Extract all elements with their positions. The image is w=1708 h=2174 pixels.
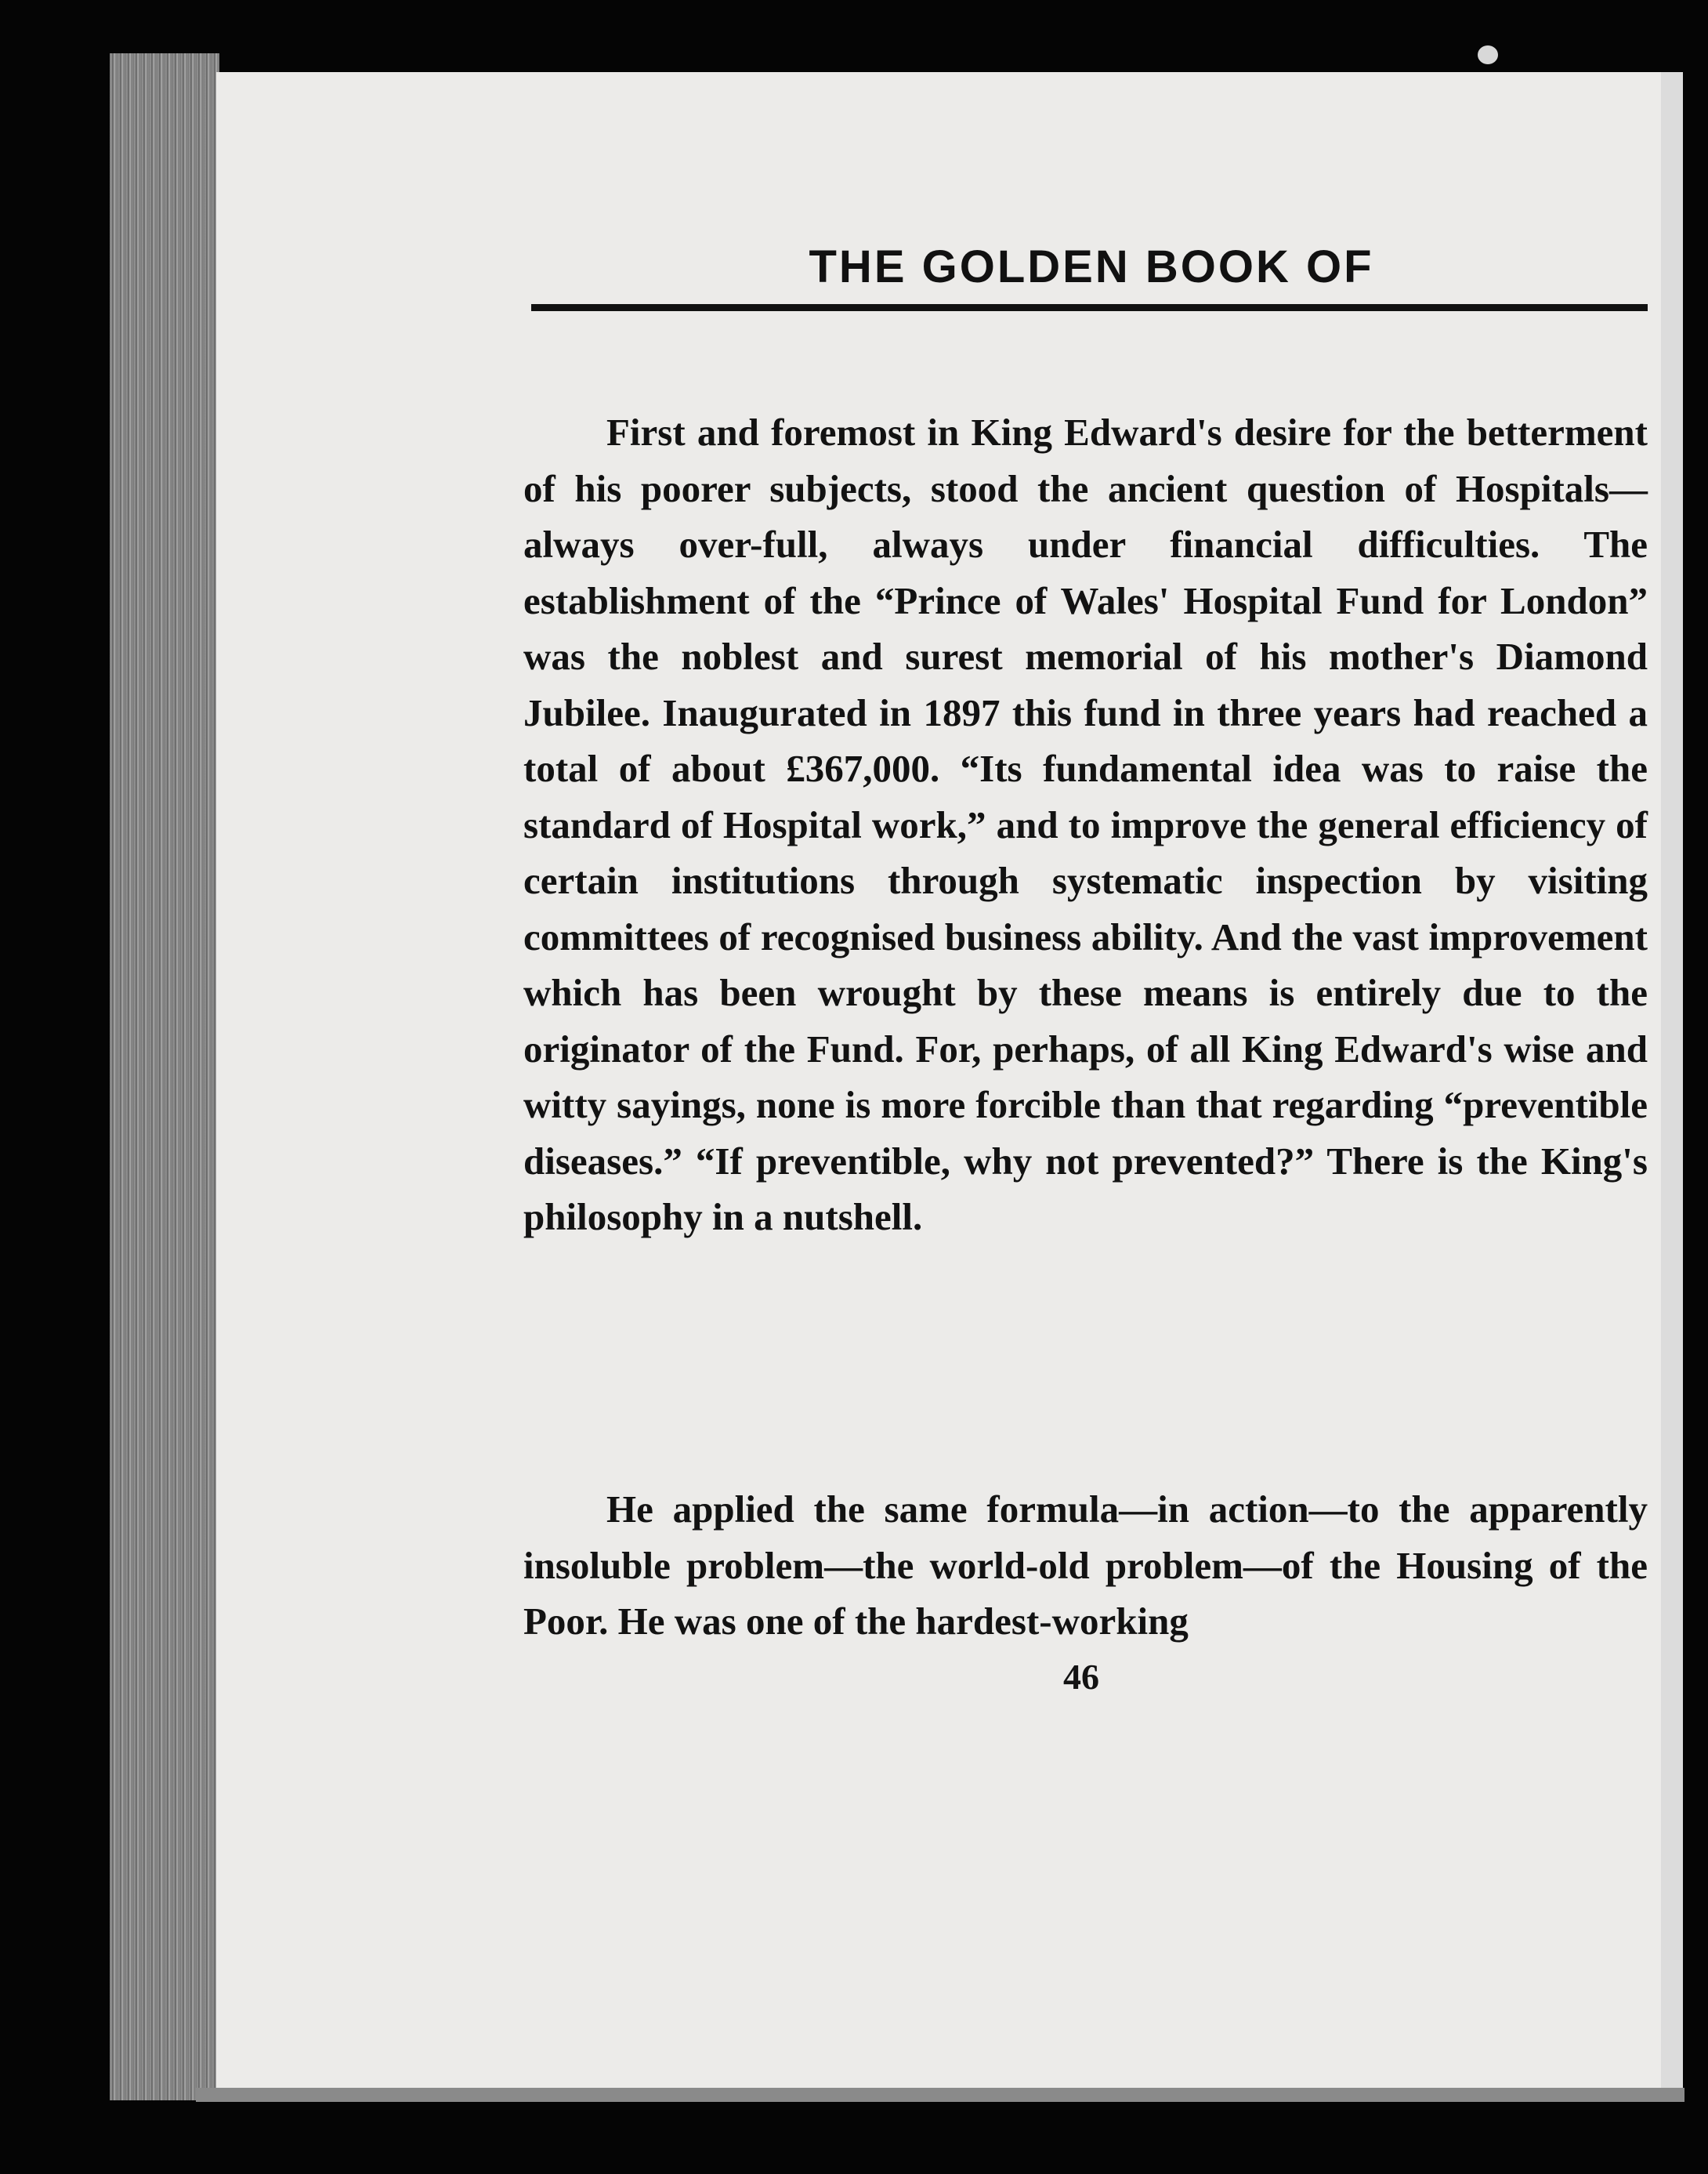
page-number: 46 (1063, 1657, 1099, 1697)
header-rule (531, 304, 1648, 311)
running-head: THE GOLDEN BOOK OF (809, 241, 1374, 292)
paragraph-housing: He applied the same formula—in action—to the apparently insoluble problem—the world-old problem—of the Housing of the Poor. He was one of the hardest-working (523, 1487, 1648, 1643)
paragraph-hospitals: First and foremost in King Edward's desire for the betterment of his poorer subjects, stood the ancient question of Hospitals—always over-full, always under financial difficulties. The establishment of the “Prince of Wales' Hospital Fund for London” was the noblest and surest memorial of his mother's Diamond Jubilee. Inaugurated in 1897 this fund in three years had reached a total of about £367,000. “Its fundamental idea was to raise the standard of Hospital work,” and to improve the general efficiency of certain institutions through systematic inspection by visiting committees of recognised business ability. And the vast improvement which has been wrought by these means is entirely due to the originator of the Fund. For, perhaps, of all King Edward's wise and witty sayings, none is more forcible than that regarding “preventible diseases.” “If preventible, why not prevented?” There is the King's philosophy in a nutshell. (523, 411, 1648, 1238)
page-bottom-edge (196, 2088, 1684, 2102)
page-right-edge (1661, 72, 1683, 2100)
book-page-edges (110, 53, 219, 2100)
scan-speck (1478, 45, 1498, 64)
